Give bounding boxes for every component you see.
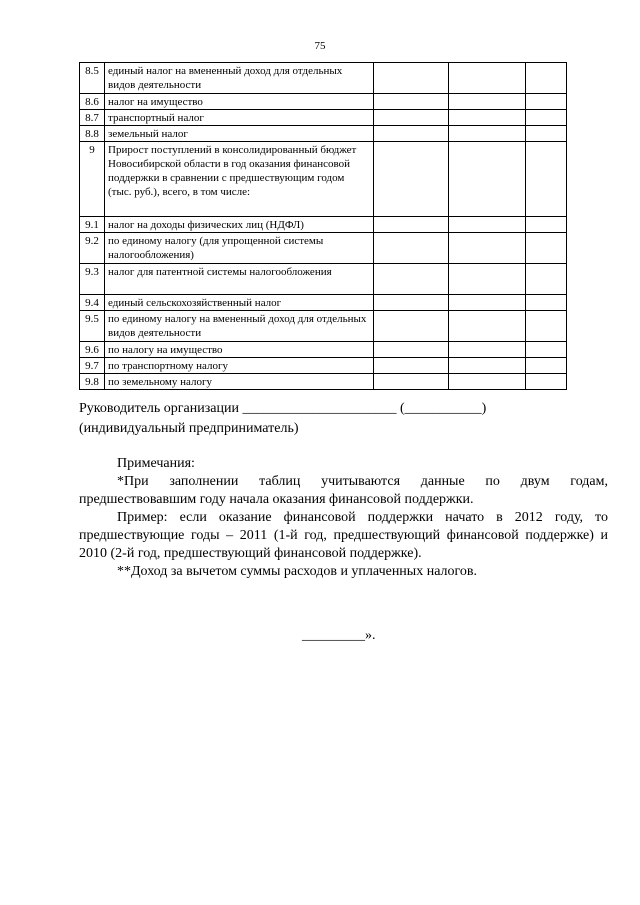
- row-label: по налогу на имущество: [105, 342, 374, 358]
- value-cell[interactable]: [449, 342, 526, 358]
- row-number: 9.5: [80, 311, 105, 342]
- value-cell[interactable]: [374, 217, 449, 233]
- value-cell[interactable]: [449, 110, 526, 126]
- table-row: [80, 110, 567, 126]
- value-cell[interactable]: [374, 94, 449, 110]
- table-row: [80, 142, 567, 217]
- row-number: 9.1: [80, 217, 105, 233]
- table-row: [80, 63, 567, 94]
- value-cell[interactable]: [449, 264, 526, 295]
- row-label: налог на доходы физических лиц (НДФЛ): [105, 217, 374, 233]
- value-cell[interactable]: [449, 295, 526, 311]
- value-cell[interactable]: [526, 295, 567, 311]
- value-cell[interactable]: [449, 374, 526, 390]
- note-paragraph: **Доход за вычетом суммы расходов и уплаченных налогов.: [117, 564, 478, 579]
- table-row: [80, 264, 567, 295]
- value-cell[interactable]: [449, 63, 526, 94]
- row-number: 9.8: [80, 374, 105, 390]
- row-number: 9.6: [80, 342, 105, 358]
- row-number: 8.8: [80, 126, 105, 142]
- value-cell[interactable]: [526, 126, 567, 142]
- note-paragraph: *При заполнении таблиц учитываются данные по двум годам, предшествовавшим году начала оказания финансовой поддержки.: [79, 474, 608, 507]
- value-cell[interactable]: [449, 94, 526, 110]
- value-cell[interactable]: [374, 233, 449, 264]
- value-cell[interactable]: [374, 311, 449, 342]
- notes-heading: Примечания:: [117, 456, 195, 471]
- indicator-table: [79, 62, 567, 390]
- row-label: налог на имущество: [105, 94, 374, 110]
- row-label: единый налог на вмененный доход для отдельных видов деятельности: [105, 63, 374, 94]
- value-cell[interactable]: [526, 142, 567, 217]
- value-cell[interactable]: [449, 126, 526, 142]
- table-row: [80, 217, 567, 233]
- row-number: 9.4: [80, 295, 105, 311]
- row-label: единый сельскохозяйственный налог: [105, 295, 374, 311]
- value-cell[interactable]: [374, 374, 449, 390]
- signature-caption: (индивидуальный предприниматель): [79, 421, 299, 436]
- value-cell[interactable]: [374, 126, 449, 142]
- row-label: транспортный налог: [105, 110, 374, 126]
- table-row: [80, 295, 567, 311]
- row-label: по единому налогу на вмененный доход для отдельных видов деятельности: [105, 311, 374, 342]
- value-cell[interactable]: [449, 358, 526, 374]
- row-number: 8.7: [80, 110, 105, 126]
- value-cell[interactable]: [374, 358, 449, 374]
- value-cell[interactable]: [526, 311, 567, 342]
- signature-block: [79, 399, 579, 439]
- row-label: по земельному налогу: [105, 374, 374, 390]
- table-row: [80, 358, 567, 374]
- value-cell[interactable]: [526, 233, 567, 264]
- table-row: [80, 374, 567, 390]
- value-cell[interactable]: [449, 142, 526, 217]
- notes-section: [79, 455, 608, 581]
- row-number: 8.6: [80, 94, 105, 110]
- note-paragraph: Пример: если оказание финансовой поддержки начато в 2012 году, то предшествующие годы – 2011 (1-й год, предшествующий финансовой поддержке) и 2010 (2-й год, предшествующий финансовой поддержке).: [79, 510, 608, 561]
- signature-line: Руководитель организации ______________________ (___________): [79, 401, 487, 416]
- row-number: 9.2: [80, 233, 105, 264]
- table-row: [80, 342, 567, 358]
- closing-line: _________».: [302, 628, 376, 643]
- value-cell[interactable]: [374, 295, 449, 311]
- value-cell[interactable]: [526, 374, 567, 390]
- row-label: земельный налог: [105, 126, 374, 142]
- value-cell[interactable]: [374, 110, 449, 126]
- table-row: [80, 126, 567, 142]
- row-label: по единому налогу (для упрощенной системы налогообложения): [105, 233, 374, 264]
- value-cell[interactable]: [374, 142, 449, 217]
- value-cell[interactable]: [526, 94, 567, 110]
- row-label: Прирост поступлений в консолидированный бюджет Новосибирской области в год оказания финансовой поддержки в сравнении с предшествующим годом (тыс. руб.), всего, в том числе:: [105, 142, 374, 217]
- value-cell[interactable]: [374, 63, 449, 94]
- value-cell[interactable]: [526, 110, 567, 126]
- value-cell[interactable]: [449, 311, 526, 342]
- value-cell[interactable]: [526, 264, 567, 295]
- table-row: [80, 311, 567, 342]
- row-number: 9: [80, 142, 105, 217]
- table-row: [80, 94, 567, 110]
- value-cell[interactable]: [374, 264, 449, 295]
- value-cell[interactable]: [374, 342, 449, 358]
- row-number: 8.5: [80, 63, 105, 94]
- value-cell[interactable]: [526, 63, 567, 94]
- row-label: по транспортному налогу: [105, 358, 374, 374]
- table-row: [80, 233, 567, 264]
- row-number: 9.7: [80, 358, 105, 374]
- value-cell[interactable]: [526, 217, 567, 233]
- value-cell[interactable]: [449, 217, 526, 233]
- value-cell[interactable]: [526, 342, 567, 358]
- row-number: 9.3: [80, 264, 105, 295]
- value-cell[interactable]: [526, 358, 567, 374]
- page-number: 75: [314, 40, 326, 52]
- row-label: налог для патентной системы налогообложения: [105, 264, 374, 295]
- value-cell[interactable]: [449, 233, 526, 264]
